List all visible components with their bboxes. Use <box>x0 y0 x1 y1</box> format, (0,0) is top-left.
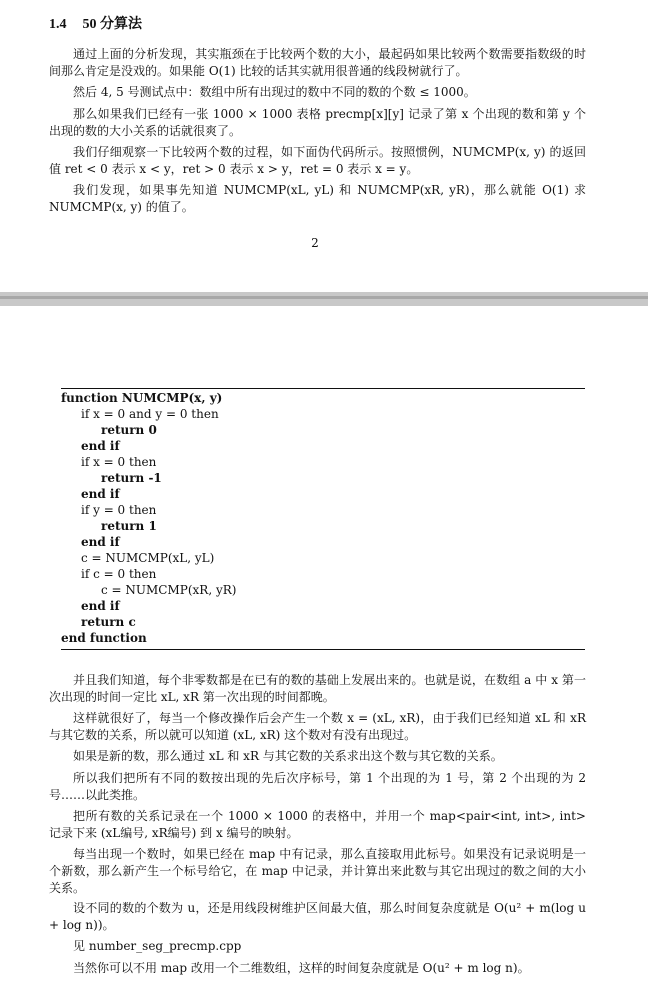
code-line: end if <box>81 487 120 501</box>
code-line: end function <box>61 631 147 645</box>
pseudocode-block <box>61 390 585 646</box>
code-line: if x = 0 then <box>81 455 157 469</box>
section-title: 50 分算法 <box>82 17 142 32</box>
code-line: end if <box>81 599 120 613</box>
paragraph: 把所有数的关系记录在一个 1000 × 1000 的表格中，并用一个 map<pair<int, int>, int> 记录下来 (xL编号, xR编号) 到 x 编号的映射。 <box>49 809 586 840</box>
code-line: c = NUMCMP(xR, yR) <box>101 583 237 597</box>
algorithm-bottom-rule <box>61 649 585 650</box>
paragraph: 所以我们把所有不同的数按出现的先后次序标号，第 1 个出现的为 1 号，第 2 个出现的为 2 号……以此类推。 <box>49 771 586 802</box>
code-line: function NUMCMP(x, y) <box>61 391 223 405</box>
paragraph: 并且我们知道，每个非零数都是在已有的数的基础上发展出来的。也就是说，在数组 a 中 x 第一次出现的时间一定比 xL, xR 第一次出现的时间都晚。 <box>49 673 586 704</box>
code-line: end if <box>81 439 120 453</box>
document-page-2 <box>0 306 648 988</box>
code-line: return -1 <box>101 471 162 485</box>
paragraph: 我们发现，如果事先知道 NUMCMP(xL, yL) 和 NUMCMP(xR, yR)，那么就能 O(1) 求 NUMCMP(x, y) 的值了。 <box>49 183 586 214</box>
page-separator <box>0 292 648 306</box>
paragraph: 通过上面的分析发现，其实瓶颈在于比较两个数的大小，最起码如果比较两个数需要指数级的时间那么肯定是没戏的。如果能 O(1) 比较的话其实就用很普通的线段树就行了。 <box>49 47 586 78</box>
section-heading <box>49 13 142 33</box>
paragraph: 如果是新的数，那么通过 xL 和 xR 与其它数的关系求出这个数与其它数的关系。 <box>73 749 503 763</box>
algorithm-top-rule <box>61 388 585 389</box>
paragraph: 这样就很好了，每当一个修改操作后会产生一个数 x = (xL, xR)，由于我们已经知道 xL 和 xR 与其它数的关系，所以就可以知道 (xL, xR) 这个数对有没有出现过。 <box>49 711 586 742</box>
code-line: if x = 0 and y = 0 then <box>81 407 219 421</box>
paragraph: 见 number_seg_precmp.cpp <box>73 939 242 953</box>
page-number: 2 <box>311 236 319 250</box>
paragraph: 设不同的数的个数为 u，还是用线段树维护区间最大值，那么时间复杂度就是 O(u² + m(log u + log n))。 <box>49 901 586 932</box>
code-line: if y = 0 then <box>81 503 157 517</box>
paragraph: 每当出现一个数时，如果已经在 map 中有记录，那么直接取用此标号。如果没有记录说明是一个新数，那么新产生一个标号给它，在 map 中记录，并计算出来此数与其它出现过的数之间的大小关系。 <box>49 847 586 895</box>
code-line: if c = 0 then <box>81 567 157 581</box>
code-line: end if <box>81 535 120 549</box>
paragraph: 当然你可以不用 map 改用一个二维数组，这样的时间复杂度就是 O(u² + m log n)。 <box>73 961 530 975</box>
paragraph: 然后 4, 5 号测试点中：数组中所有出现过的数中不同的数的个数 ≤ 1000。 <box>73 85 476 99</box>
code-line: return 0 <box>101 423 157 437</box>
code-line: return c <box>81 615 136 629</box>
paragraph: 那么如果我们已经有一张 1000 × 1000 表格 precmp[x][y] 记录了第 x 个出现的数和第 y 个出现的数的大小关系的话就很爽了。 <box>49 107 586 138</box>
paragraph: 我们仔细观察一下比较两个数的过程，如下面伪代码所示。按照惯例，NUMCMP(x, y) 的返回值 ret < 0 表示 x < y，ret > 0 表示 x > y，ret = 0 表示 x = y。 <box>49 145 586 176</box>
code-line: c = NUMCMP(xL, yL) <box>81 551 215 565</box>
section-number: 1.4 <box>49 17 67 32</box>
document-page-1 <box>0 0 648 292</box>
code-line: return 1 <box>101 519 157 533</box>
